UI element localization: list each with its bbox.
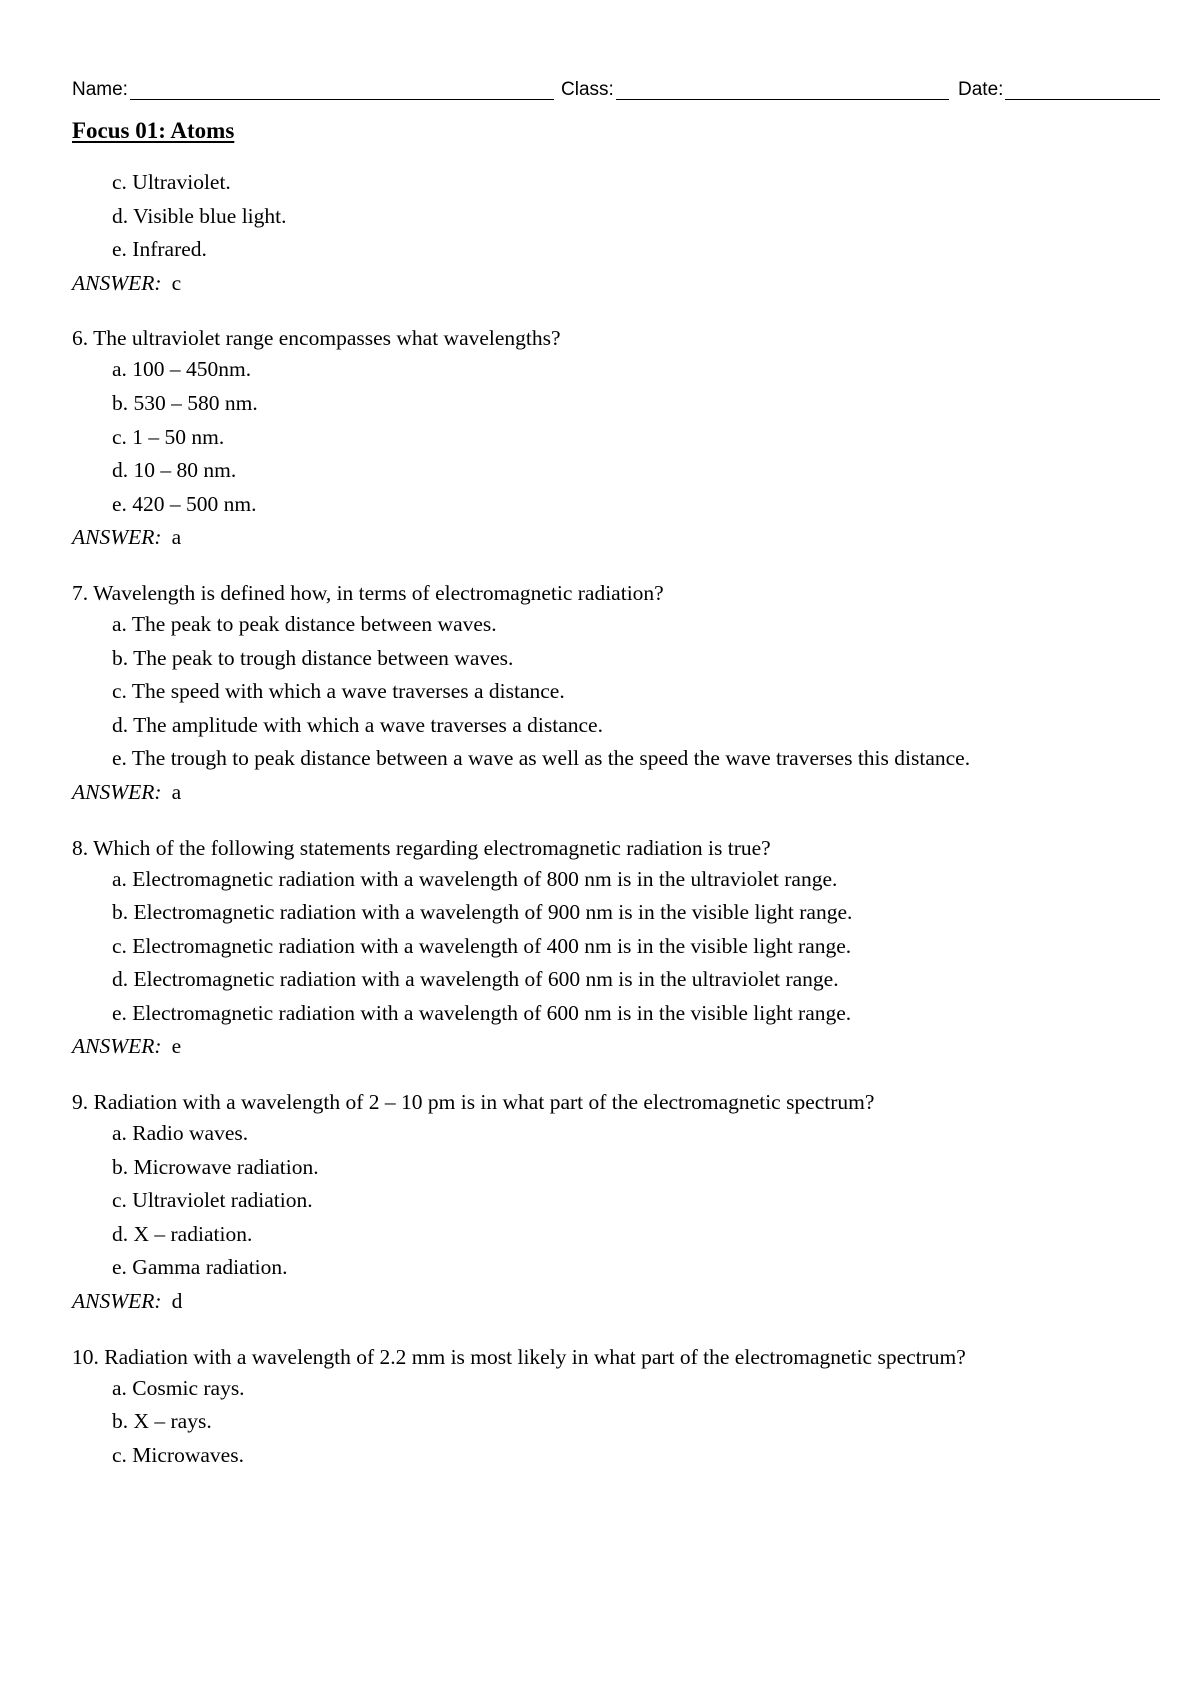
answer-label: ANSWER: bbox=[72, 779, 162, 804]
option: e. Electromagnetic radiation with a wavelength of 600 nm is in the visible light range. bbox=[112, 1000, 852, 1025]
question-text: 10. Radiation with a wavelength of 2.2 mm is most likely in what part of the electromagnetic spectrum? bbox=[72, 1344, 966, 1369]
question-10 bbox=[72, 1342, 1162, 1473]
class-label: Class: bbox=[561, 79, 614, 100]
option: c. Ultraviolet. bbox=[112, 170, 231, 194]
name-line[interactable] bbox=[130, 79, 554, 100]
answer-value: d bbox=[171, 1289, 183, 1314]
option: a. Electromagnetic radiation with a wavelength of 800 nm is in the ultraviolet range. bbox=[112, 866, 838, 891]
question-text: 7. Wavelength is defined how, in terms of electromagnetic radiation? bbox=[72, 580, 664, 605]
question-text: 6. The ultraviolet range encompasses what wavelengths? bbox=[72, 326, 561, 351]
answer-value: c bbox=[171, 270, 182, 295]
option: e. The trough to peak distance between a wave as well as the speed the wave traverses this distance. bbox=[112, 746, 971, 771]
option: e. Gamma radiation. bbox=[112, 1255, 288, 1280]
question-6 bbox=[72, 323, 1162, 555]
option: d. 10 – 80 nm. bbox=[112, 458, 237, 483]
page-title: Focus 01: Atoms bbox=[72, 118, 235, 143]
name-label: Name: bbox=[72, 79, 128, 100]
option: d. The amplitude with which a wave traverses a distance. bbox=[112, 712, 603, 737]
option: b. 530 – 580 nm. bbox=[112, 390, 258, 415]
option: c. 1 – 50 nm. bbox=[112, 424, 225, 449]
class-field[interactable] bbox=[561, 74, 949, 100]
option: a. Radio waves. bbox=[112, 1121, 249, 1146]
option: d. X – radiation. bbox=[112, 1221, 253, 1246]
option: a. The peak to peak distance between waves. bbox=[112, 611, 497, 636]
class-line[interactable] bbox=[616, 79, 949, 100]
answer-label: ANSWER: bbox=[72, 270, 162, 295]
continued-question bbox=[72, 166, 1162, 300]
option: a. 100 – 450nm. bbox=[112, 357, 252, 382]
question-text: 8. Which of the following statements regarding electromagnetic radiation is true? bbox=[72, 835, 771, 860]
answer-value: e bbox=[171, 1034, 182, 1059]
answer-label: ANSWER: bbox=[72, 1289, 162, 1314]
option: a. Cosmic rays. bbox=[112, 1375, 245, 1400]
option: c. Electromagnetic radiation with a wavelength of 400 nm is in the visible light range. bbox=[112, 933, 852, 958]
answer-value: a bbox=[171, 525, 182, 550]
option: c. The speed with which a wave traverses a distance. bbox=[112, 679, 565, 704]
option: b. Electromagnetic radiation with a wavelength of 900 nm is in the visible light range. bbox=[112, 900, 853, 925]
option: d. Electromagnetic radiation with a wavelength of 600 nm is in the ultraviolet range. bbox=[112, 967, 839, 992]
question-text: 9. Radiation with a wavelength of 2 – 10 pm is in what part of the electromagnetic spectrum? bbox=[72, 1090, 875, 1115]
question-list bbox=[72, 166, 1162, 1472]
answer-line bbox=[72, 267, 1162, 301]
answer-value: a bbox=[171, 779, 182, 804]
question-9 bbox=[72, 1087, 1162, 1319]
option: c. Microwaves. bbox=[112, 1442, 244, 1467]
date-field[interactable] bbox=[958, 74, 1160, 100]
option: e. Infrared. bbox=[112, 237, 207, 262]
answer-line bbox=[72, 1030, 1162, 1064]
answer-label: ANSWER: bbox=[72, 525, 162, 550]
option: d. Visible blue light. bbox=[112, 203, 287, 228]
question-7 bbox=[72, 578, 1162, 810]
option: b. X – rays. bbox=[112, 1409, 212, 1434]
option: e. 420 – 500 nm. bbox=[112, 491, 257, 516]
option: b. The peak to trough distance between waves. bbox=[112, 645, 514, 670]
answer-line bbox=[72, 1285, 1162, 1319]
header-fields bbox=[72, 74, 1160, 100]
date-line[interactable] bbox=[1005, 79, 1160, 100]
answer-line bbox=[72, 776, 1162, 810]
answer-label: ANSWER: bbox=[72, 1034, 162, 1059]
answer-line bbox=[72, 521, 1162, 555]
name-field[interactable] bbox=[72, 74, 554, 100]
question-8 bbox=[72, 833, 1162, 1065]
date-label: Date: bbox=[958, 79, 1004, 100]
option: c. Ultraviolet radiation. bbox=[112, 1188, 313, 1213]
option: b. Microwave radiation. bbox=[112, 1154, 319, 1179]
